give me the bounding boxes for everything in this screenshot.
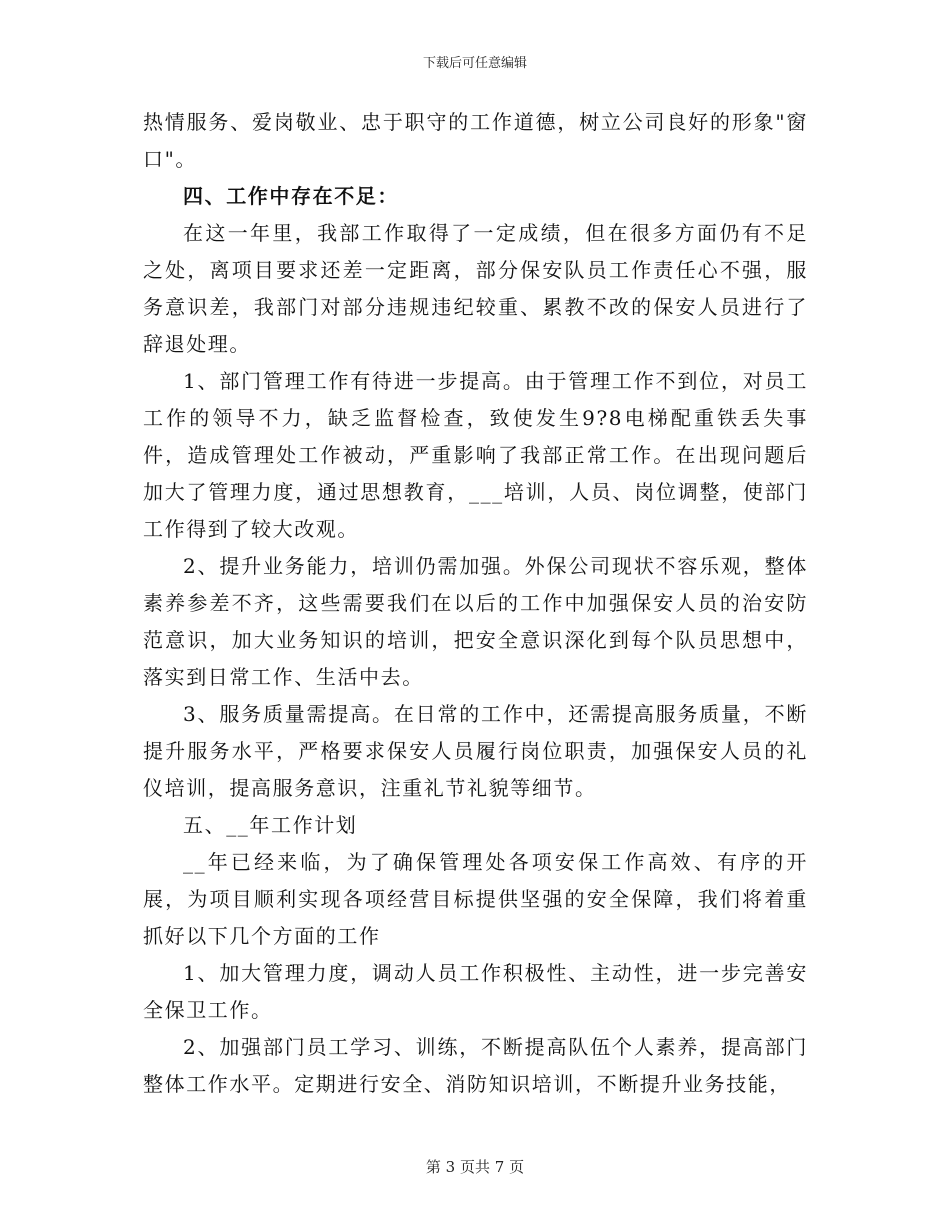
document-body <box>143 104 808 1103</box>
section-heading-shortcomings: 四、工作中存在不足： <box>183 184 399 208</box>
paragraph-continuation: 热情服务、爱岗敬业、忠于职守的工作道德，树立公司良好的形象"窗口"。 <box>143 110 808 171</box>
paragraph-item-training: 2、提升业务能力，培训仍需加强。外保公司现状不容乐观，整体素养参差不齐，这些需要我们在以后的工作中加强保安人员的治安防范意识，加大业务知识的培训，把安全意识深化到每个队员思想中，落实到日常工作、生活中去。 <box>143 554 808 689</box>
paragraph-item-service-quality: 3、服务质量需提高。在日常的工作中，还需提高服务质量，不断提升服务水平，严格要求保安人员履行岗位职责，加强保安人员的礼仪培训，提高服务意识，注重礼节礼貌等细节。 <box>143 702 808 800</box>
page-header: 下载后可任意编辑 <box>422 56 527 71</box>
paragraph-plan-item-1: 1、加大管理力度，调动人员工作积极性、主动性，进一步完善安全保卫工作。 <box>143 961 808 1022</box>
paragraph-plan-item-2: 2、加强部门员工学习、训练，不断提高队伍个人素养，提高部门整体工作水平。定期进行安全、消防知识培训，不断提升业务技能， <box>143 1035 808 1096</box>
section-heading-work-plan: 五、__年工作计划 <box>183 813 358 837</box>
paragraph-item-management: 1、部门管理工作有待进一步提高。由于管理工作不到位，对员工工作的领导不力，缺乏监督检查，致使发生9?8电梯配重铁丢失事件，造成管理处工作被动，严重影响了我部正常工作。在出现问题后加大了管理力度，通过思想教育，___培训，人员、岗位调整，使部门工作得到了较大改观。 <box>143 369 808 541</box>
paragraph-shortcomings-summary: 在这一年里，我部工作取得了一定成绩，但在很多方面仍有不足之处，离项目要求还差一定距离，部分保安队员工作责任心不强，服务意识差，我部门对部分违规违纪较重、累教不改的保安人员进行了辞退处理。 <box>143 221 808 356</box>
paragraph-work-plan-intro: __年已经来临，为了确保管理处各项安保工作高效、有序的开展，为项目顺利实现各项经营目标提供坚强的安全保障，我们将着重抓好以下几个方面的工作 <box>143 850 808 948</box>
page-footer: 第 3 页共 7 页 <box>425 1158 525 1176</box>
